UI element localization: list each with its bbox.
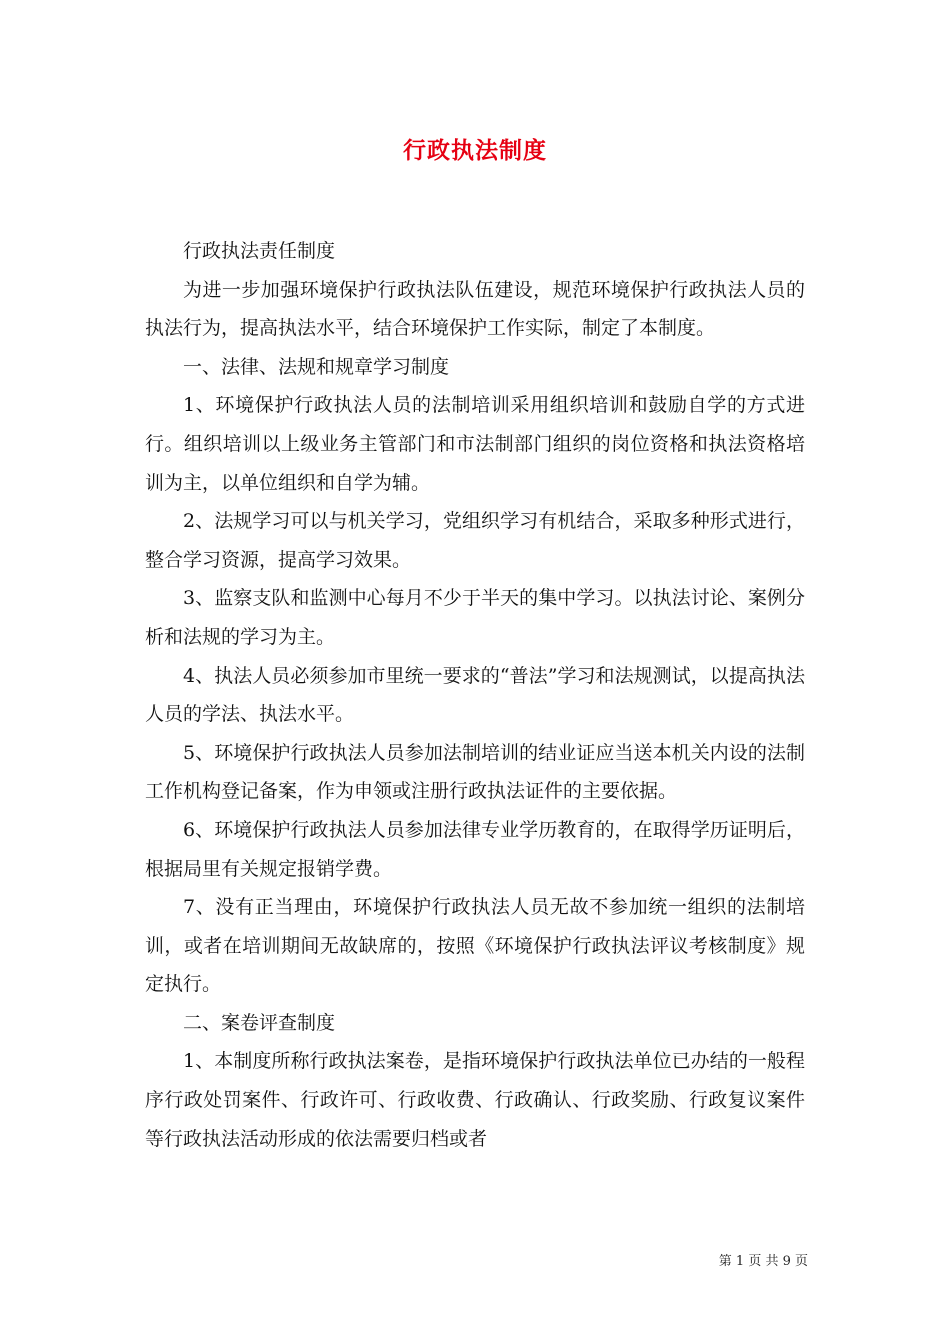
paragraph: 4、执法人员必须参加市里统一要求的“普法”学习和法规测试，以提高执法人员的学法、执法水平。 bbox=[145, 664, 805, 726]
section-heading: 一、法律、法规和规章学习制度 bbox=[183, 355, 450, 378]
paragraph: 2、法规学习可以与机关学习，党组织学习有机结合，采取多种形式进行，整合学习资源，提高学习效果。 bbox=[145, 510, 805, 571]
paragraph: 1、环境保护行政执法人员的法制培训采用组织培训和鼓励自学的方式进行。组织培训以上级业务主管部门和市法制部门组织的岗位资格和执法资格培训为主，以单位组织和自学为辅。 bbox=[145, 394, 805, 494]
paragraph: 5、环境保护行政执法人员参加法制培训的结业证应当送本机关内设的法制工作机构登记备案，作为申领或注册行政执法证件的主要依据。 bbox=[145, 741, 805, 803]
page-number: 第 1 页 共 9 页 bbox=[718, 1254, 808, 1269]
section-heading: 行政执法责任制度 bbox=[183, 240, 336, 262]
paragraph: 6、环境保护行政执法人员参加法律专业学历教育的，在取得学历证明后，根据局里有关规定报销学费。 bbox=[145, 818, 805, 880]
paragraph: 7、没有正当理由，环境保护行政执法人员无故不参加统一组织的法制培训，或者在培训期间无故缺席的，按照《环境保护行政执法评议考核制度》规定执行。 bbox=[145, 896, 805, 996]
paragraph: 为进一步加强环境保护行政执法队伍建设，规范环境保护行政执法人员的执法行为，提高执法水平，结合环境保护工作实际，制定了本制度。 bbox=[145, 278, 805, 340]
paragraph: 1、本制度所称行政执法案卷，是指环境保护行政执法单位已办结的一般程序行政处罚案件、行政许可、行政收费、行政确认、行政奖励、行政复议案件等行政执法活动形成的依法需要归档或者 bbox=[145, 1050, 805, 1150]
section-heading: 二、案卷评查制度 bbox=[183, 1011, 336, 1034]
document-title: 行政执法制度 bbox=[403, 137, 547, 164]
paragraph: 3、监察支队和监测中心每月不少于半天的集中学习。以执法讨论、案例分析和法规的学习为主。 bbox=[145, 587, 805, 648]
document-body bbox=[145, 232, 805, 1158]
